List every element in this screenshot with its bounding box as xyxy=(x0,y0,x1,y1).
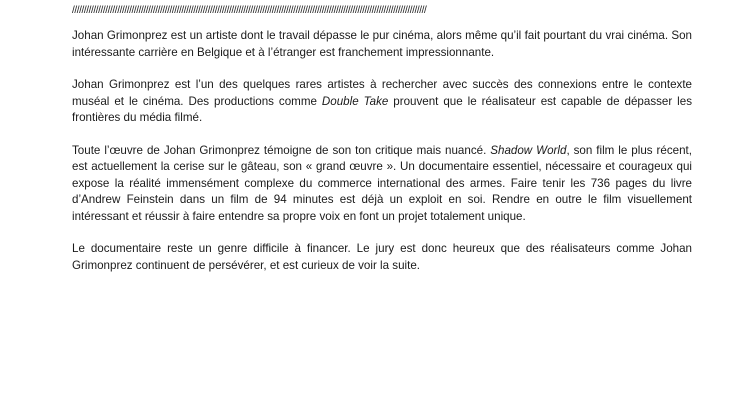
paragraph-text: Toute l’œuvre de Johan Grimonprez témoigne de son ton critique mais nuancé. xyxy=(72,143,491,157)
paragraph-text: Le documentaire reste un genre difficile à financer. Le jury est donc heureux que des réalisateurs comme Johan Grimonprez continuent de persévérer, et est curieux de voir la suite. xyxy=(72,242,692,272)
paragraph-text: prouvent que le réalisateur est capable de dépasser les frontières du média filmé. xyxy=(72,94,692,124)
paragraph-4 xyxy=(72,241,692,274)
separator-line: ///////////////////////////////////////////////////////////////////////////////////////////////////////////////////////////////////////////////////// xyxy=(72,5,427,16)
paragraph-text: Johan Grimonprez est un artiste dont le travail dépasse le pur cinéma, alors même qu’il fait pourtant du vrai cinéma. Son intéressante carrière en Belgique et à l’étranger est franchement impressionnante. xyxy=(72,29,692,59)
film-title-shadow-world: Shadow World xyxy=(490,143,567,157)
document-page xyxy=(72,4,692,290)
paragraph-text: , son film le plus récent, est actuellement la cerise sur le gâteau, son « grand œuvre ». Un documentaire essentiel, nécessaire et courageux qui expose la réalité immensément complexe du commerce international des armes. Faire tenir les 736 pages du livre d’Andrew Feinstein dans un film de 94 minutes est déjà un exploit en soi. Rendre en outre le film visuellement intéressant et réussir à faire entendre sa propre voix en font un projet totalement unique. xyxy=(72,143,692,223)
paragraph-3 xyxy=(72,143,692,226)
paragraph-2 xyxy=(72,77,692,127)
film-title-double-take: Double Take xyxy=(321,94,389,108)
paragraph-1 xyxy=(72,28,692,61)
paragraph-text: Johan Grimonprez est l’un des quelques rares artistes à rechercher avec succès des connexions entre le contexte muséal et le cinéma. Des productions comme xyxy=(72,78,692,108)
